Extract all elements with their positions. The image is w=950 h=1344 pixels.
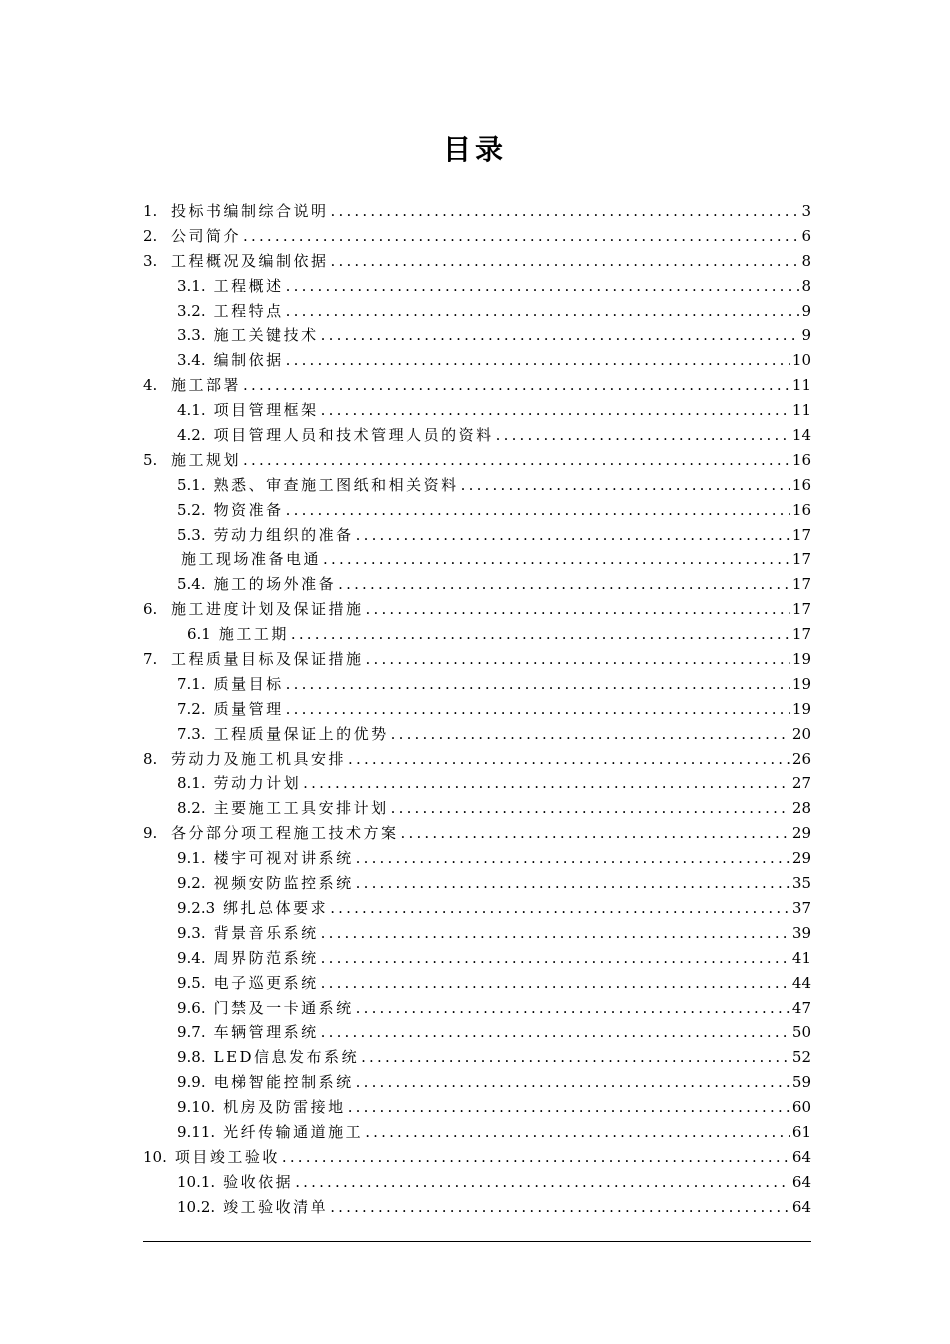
toc-entry-number: 3.1. xyxy=(177,276,206,295)
dot-leader xyxy=(286,299,800,324)
toc-entry-label: 项目管理框架 xyxy=(213,401,319,420)
toc-entry[interactable] xyxy=(143,1095,811,1120)
dot-leader xyxy=(348,1095,790,1120)
toc-entry-page-number: 59 xyxy=(791,1073,811,1092)
dot-leader xyxy=(331,249,800,274)
toc-entry-page-number: 16 xyxy=(791,450,811,469)
toc-entry-page-number: 9 xyxy=(801,326,811,345)
toc-entry[interactable] xyxy=(143,622,811,647)
toc-entry[interactable] xyxy=(143,1045,811,1070)
toc-entry-page-number: 35 xyxy=(791,874,811,893)
toc-entry-number: 5.2. xyxy=(177,500,206,519)
dot-leader xyxy=(321,946,790,971)
toc-entry-number: 9.11. xyxy=(177,1122,216,1141)
toc-entry-page-number: 9 xyxy=(801,301,811,320)
toc-entry[interactable] xyxy=(143,323,811,348)
dot-leader xyxy=(330,1195,790,1220)
toc-entry[interactable] xyxy=(143,722,811,747)
toc-entry-label: 工程特点 xyxy=(213,301,284,320)
toc-entry-label: 劳动力计划 xyxy=(213,774,302,793)
dot-leader xyxy=(366,597,790,622)
toc-entry-label: 竣工验收清单 xyxy=(223,1197,329,1216)
toc-entry[interactable] xyxy=(143,871,811,896)
toc-entry[interactable] xyxy=(143,448,811,473)
toc-entry-page-number: 17 xyxy=(791,625,811,644)
toc-entry[interactable] xyxy=(143,1070,811,1095)
toc-entry-number: 9.8. xyxy=(177,1048,206,1067)
toc-entry-label: 编制依据 xyxy=(213,351,284,370)
toc-entry-label: 项目管理人员和技术管理人员的资料 xyxy=(213,426,494,445)
toc-entry-number: 4. xyxy=(143,376,158,395)
toc-entry-number: 7.2. xyxy=(177,699,206,718)
dot-leader xyxy=(303,771,790,796)
toc-entry-page-number: 8 xyxy=(801,251,811,270)
toc-entry-label: 施工进度计划及保证措施 xyxy=(171,600,364,619)
toc-entry-page-number: 14 xyxy=(791,426,811,445)
toc-entry-label: 施工现场准备电通 xyxy=(181,550,322,569)
toc-entry-number: 9.2.3 xyxy=(177,898,216,917)
dot-leader xyxy=(356,871,790,896)
dot-leader xyxy=(321,1020,790,1045)
dot-leader xyxy=(348,747,790,772)
toc-entry[interactable] xyxy=(143,523,811,548)
toc-entry-number: 9.5. xyxy=(177,973,206,992)
toc-entry-label: 施工工期 xyxy=(218,625,289,644)
toc-entry-page-number: 64 xyxy=(791,1197,811,1216)
toc-entry-label: 工程概况及编制依据 xyxy=(171,251,329,270)
toc-entry[interactable] xyxy=(143,597,811,622)
dot-leader xyxy=(338,572,790,597)
toc-entry-page-number: 41 xyxy=(791,948,811,967)
toc-entry-page-number: 19 xyxy=(791,674,811,693)
toc-entry-number: 7.1. xyxy=(177,674,206,693)
toc-entry-number: 8. xyxy=(143,749,158,768)
toc-entry[interactable] xyxy=(143,672,811,697)
dot-leader xyxy=(496,423,790,448)
toc-entry-label: 验收依据 xyxy=(223,1172,294,1191)
toc-entry-label: 施工部署 xyxy=(171,376,242,395)
table-of-contents xyxy=(143,199,811,1220)
toc-entry-page-number: 64 xyxy=(791,1147,811,1166)
toc-entry-page-number: 37 xyxy=(791,898,811,917)
toc-entry-label: 公司简介 xyxy=(171,226,242,245)
toc-entry-page-number: 27 xyxy=(791,774,811,793)
dot-leader xyxy=(321,971,790,996)
dot-leader xyxy=(356,523,790,548)
toc-entry-label: 施工的场外准备 xyxy=(213,575,337,594)
toc-entry-number: 8.1. xyxy=(177,774,206,793)
toc-entry[interactable] xyxy=(143,796,811,821)
toc-entry-page-number: 17 xyxy=(791,575,811,594)
dot-leader xyxy=(286,697,790,722)
toc-entry-page-number: 19 xyxy=(791,699,811,718)
toc-entry-page-number: 17 xyxy=(791,550,811,569)
toc-entry-label: 劳动力组织的准备 xyxy=(213,525,354,544)
toc-entry-page-number: 11 xyxy=(791,401,811,420)
toc-entry-label: 熟悉、审查施工图纸和相关资料 xyxy=(213,475,459,494)
toc-entry-label: 施工规划 xyxy=(171,450,242,469)
toc-entry-number: 9.4. xyxy=(177,948,206,967)
dot-leader xyxy=(331,199,800,224)
toc-entry-page-number: 29 xyxy=(791,849,811,868)
toc-entry-page-number: 17 xyxy=(791,600,811,619)
toc-entry[interactable] xyxy=(143,971,811,996)
toc-entry-label: 背景音乐系统 xyxy=(213,923,319,942)
toc-entry[interactable] xyxy=(143,473,811,498)
toc-entry-label: 电子巡更系统 xyxy=(213,973,319,992)
toc-entry-number: 5.3. xyxy=(177,525,206,544)
toc-entry-page-number: 44 xyxy=(791,973,811,992)
toc-entry-page-number: 17 xyxy=(791,525,811,544)
toc-entry-page-number: 61 xyxy=(791,1122,811,1141)
toc-entry[interactable] xyxy=(143,398,811,423)
toc-entry-number: 9.10. xyxy=(177,1098,216,1117)
toc-entry[interactable] xyxy=(143,498,811,523)
toc-entry-page-number: 19 xyxy=(791,650,811,669)
toc-entry[interactable] xyxy=(143,697,811,722)
dot-leader xyxy=(461,473,790,498)
toc-entry[interactable] xyxy=(143,274,811,299)
toc-entry-page-number: 6 xyxy=(801,226,811,245)
dot-leader xyxy=(366,647,790,672)
toc-entry-label: 主要施工工具安排计划 xyxy=(213,799,389,818)
dot-leader xyxy=(286,498,790,523)
toc-entry-page-number: 10 xyxy=(791,351,811,370)
toc-entry[interactable] xyxy=(143,846,811,871)
dot-leader xyxy=(295,1170,790,1195)
toc-entry[interactable] xyxy=(143,747,811,772)
dot-leader xyxy=(391,722,790,747)
toc-entry-label: 门禁及一卡通系统 xyxy=(213,998,354,1017)
dot-leader xyxy=(243,448,790,473)
toc-entry-number: 10. xyxy=(143,1147,167,1166)
toc-entry-number: 1. xyxy=(143,202,158,220)
toc-entry-number: 10.2. xyxy=(177,1197,216,1216)
dot-leader xyxy=(286,348,790,373)
toc-entry-page-number: 28 xyxy=(791,799,811,818)
toc-entry-label: 劳动力及施工机具安排 xyxy=(171,749,347,768)
toc-entry[interactable] xyxy=(143,423,811,448)
toc-entry-number: 4.1. xyxy=(177,401,206,420)
dot-leader xyxy=(365,1120,790,1145)
toc-entry-number: 9.3. xyxy=(177,923,206,942)
toc-entry-label: 质量管理 xyxy=(213,699,284,718)
toc-entry-number: 5.4. xyxy=(177,575,206,594)
toc-entry-label: 绑扎总体要求 xyxy=(223,898,329,917)
toc-entry-page-number: 50 xyxy=(791,1023,811,1042)
toc-entry[interactable] xyxy=(143,1145,811,1170)
toc-entry[interactable] xyxy=(143,821,811,846)
toc-entry-page-number: 52 xyxy=(791,1048,811,1067)
toc-entry-page-number: 29 xyxy=(791,824,811,843)
dot-leader xyxy=(356,846,790,871)
toc-entry-page-number: 60 xyxy=(791,1098,811,1117)
dot-leader xyxy=(321,921,790,946)
toc-entry[interactable] xyxy=(143,996,811,1021)
dot-leader xyxy=(321,398,790,423)
toc-entry-number: 2. xyxy=(143,226,158,245)
toc-entry-label: 物资准备 xyxy=(213,500,284,519)
toc-entry[interactable] xyxy=(143,249,811,274)
toc-entry-page-number: 47 xyxy=(791,998,811,1017)
toc-entry-label: 工程质量保证上的优势 xyxy=(213,724,389,743)
toc-entry[interactable] xyxy=(143,547,811,572)
toc-entry-number: 3.2. xyxy=(177,301,206,320)
toc-entry[interactable] xyxy=(143,299,811,324)
toc-entry-label: LED信息发布系统 xyxy=(213,1048,360,1067)
toc-entry-label: 车辆管理系统 xyxy=(213,1023,319,1042)
dot-leader xyxy=(291,622,790,647)
toc-entry-label: 工程概述 xyxy=(213,276,284,295)
toc-entry[interactable] xyxy=(143,1020,811,1045)
dot-leader xyxy=(286,672,790,697)
toc-entry-label: 视频安防监控系统 xyxy=(213,874,354,893)
toc-entry-number: 6.1 xyxy=(187,625,211,644)
toc-entry[interactable] xyxy=(143,572,811,597)
toc-entry[interactable] xyxy=(143,1170,811,1195)
toc-entry[interactable] xyxy=(143,921,811,946)
dot-leader xyxy=(243,373,790,398)
toc-entry-page-number: 8 xyxy=(801,276,811,295)
toc-entry-page-number: 3 xyxy=(801,202,811,220)
toc-entry-number: 4.2. xyxy=(177,426,206,445)
toc-entry-label: 工程质量目标及保证措施 xyxy=(171,650,364,669)
toc-entry[interactable] xyxy=(143,1120,811,1145)
toc-entry[interactable] xyxy=(143,199,811,224)
dot-leader xyxy=(321,323,800,348)
toc-entry[interactable] xyxy=(143,1195,811,1220)
toc-entry-page-number: 16 xyxy=(791,475,811,494)
toc-entry-page-number: 64 xyxy=(791,1172,811,1191)
toc-entry-label: 机房及防雷接地 xyxy=(223,1098,346,1117)
toc-entry-number: 7. xyxy=(143,650,158,669)
toc-entry-label: 质量目标 xyxy=(213,674,284,693)
toc-entry[interactable] xyxy=(143,946,811,971)
dot-leader xyxy=(356,996,790,1021)
toc-entry-number: 5.1. xyxy=(177,475,206,494)
toc-entry-label: 施工关键技术 xyxy=(213,326,319,345)
toc-entry-page-number: 26 xyxy=(791,749,811,768)
toc-entry-number: 3. xyxy=(143,251,158,270)
dot-leader xyxy=(401,821,790,846)
toc-entry-label: 投标书编制综合说明 xyxy=(171,202,329,220)
dot-leader xyxy=(356,1070,790,1095)
toc-entry-number: 6. xyxy=(143,600,158,619)
toc-title: 目录 xyxy=(442,133,507,166)
toc-entry[interactable] xyxy=(143,373,811,398)
toc-entry[interactable] xyxy=(143,771,811,796)
dot-leader xyxy=(243,224,799,249)
toc-entry-page-number: 11 xyxy=(791,376,811,395)
dot-leader xyxy=(361,1045,790,1070)
toc-entry-page-number: 16 xyxy=(791,500,811,519)
toc-entry-number: 9.1. xyxy=(177,849,206,868)
footer-divider xyxy=(143,1241,811,1242)
toc-entry-number: 10.1. xyxy=(177,1172,216,1191)
toc-entry[interactable] xyxy=(143,224,811,249)
toc-entry-label: 电梯智能控制系统 xyxy=(213,1073,354,1092)
toc-entry-number: 9.2. xyxy=(177,874,206,893)
toc-entry-label: 周界防范系统 xyxy=(213,948,319,967)
dot-leader xyxy=(282,1145,790,1170)
toc-entry-number: 9.6. xyxy=(177,998,206,1017)
dot-leader xyxy=(286,274,800,299)
toc-entry-number: 3.4. xyxy=(177,351,206,370)
toc-entry[interactable] xyxy=(143,348,811,373)
toc-entry-label: 各分部分项工程施工技术方案 xyxy=(171,824,399,843)
toc-entry-number: 9.9. xyxy=(177,1073,206,1092)
toc-entry-number: 8.2. xyxy=(177,799,206,818)
toc-entry-label: 楼宇可视对讲系统 xyxy=(213,849,354,868)
dot-leader xyxy=(391,796,790,821)
toc-entry[interactable] xyxy=(143,896,811,921)
dot-leader xyxy=(323,547,790,572)
toc-entry-label: 光纤传输通道施工 xyxy=(223,1122,364,1141)
toc-entry-page-number: 39 xyxy=(791,923,811,942)
toc-entry-number: 9. xyxy=(143,824,158,843)
toc-entry-page-number: 20 xyxy=(791,724,811,743)
toc-entry-number: 5. xyxy=(143,450,158,469)
toc-entry-label: 项目竣工验收 xyxy=(174,1147,280,1166)
toc-entry-number: 3.3. xyxy=(177,326,206,345)
toc-entry[interactable] xyxy=(143,647,811,672)
toc-entry-number: 7.3. xyxy=(177,724,206,743)
dot-leader xyxy=(330,896,790,921)
toc-entry-number: 9.7. xyxy=(177,1023,206,1042)
